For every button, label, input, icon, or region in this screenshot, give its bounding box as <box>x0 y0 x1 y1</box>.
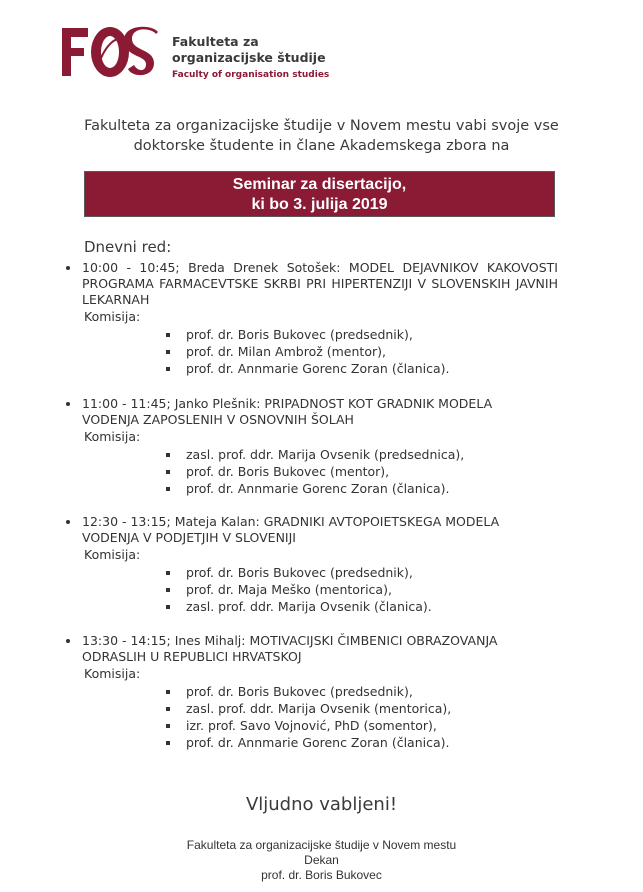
banner-date-prefix: ki bo <box>251 196 294 213</box>
commission-member: prof. dr. Boris Bukovec (predsednik), <box>166 683 558 700</box>
footer-name: prof. dr. Boris Bukovec <box>261 868 382 882</box>
closing-greeting: Vljudno vabljeni! <box>245 794 398 815</box>
invitation-intro <box>40 116 603 156</box>
commission-member: prof. dr. Boris Bukovec (mentor), <box>166 463 558 480</box>
signature-block <box>0 838 643 883</box>
banner-date-line <box>85 195 554 215</box>
commission-member: izr. prof. Savo Vojnović, PhD (somentor), <box>166 717 558 734</box>
commission-label: Komisija: <box>84 666 141 681</box>
agenda-item <box>66 396 558 497</box>
commission-members <box>166 683 558 751</box>
commission-member: zasl. prof. ddr. Marija Ovsenik (mentorica), <box>166 700 558 717</box>
seminar-banner <box>84 171 555 217</box>
banner-date: 3. julija 2019 <box>293 196 388 213</box>
agenda-item-text: 12:30 - 13:15; Mateja Kalan: GRADNIKI AVTOPOIETSKEGA MODELA VODENJA V PODJETJIH V SLOVENIJI <box>66 514 558 546</box>
agenda-item <box>66 260 558 377</box>
agenda-item <box>66 514 558 615</box>
commission-member: zasl. prof. ddr. Marija Ovsenik (predsednica), <box>166 446 558 463</box>
logo-line-1: Fakulteta za <box>172 34 259 49</box>
agenda-item <box>66 633 558 751</box>
commission-label: Komisija: <box>84 429 141 444</box>
footer-institution: Fakulteta za organizacijske študije v Novem mestu <box>186 838 457 852</box>
commission-label: Komisija: <box>84 309 141 324</box>
agenda-item-text: 10:00 - 10:45; Breda Drenek Sotošek: MODEL DEJAVNIKOV KAKOVOSTI PROGRAMA FARMACEVTSKE SKRBI PRI HIPERTENZIJI V SLOVENSKIH JAVNIH LEKARNAH <box>66 260 558 308</box>
intro-line-1: Fakulteta za organizacijske študije v Novem mestu vabi svoje vse <box>84 118 559 134</box>
commission-member: prof. dr. Maja Meško (mentorica), <box>166 581 558 598</box>
commission-member: prof. dr. Boris Bukovec (predsednik), <box>166 326 558 343</box>
commission-member: prof. dr. Annmarie Gorenc Zoran (članica). <box>166 734 558 751</box>
commission-member: prof. dr. Annmarie Gorenc Zoran (članica). <box>166 480 558 497</box>
commission-members <box>166 326 558 377</box>
intro-line-2: doktorske študente in člane Akademskega zbora na <box>133 138 510 154</box>
commission-member: prof. dr. Annmarie Gorenc Zoran (članica). <box>166 360 558 377</box>
agenda-item-text: 13:30 - 14:15; Ines Mihalj: MOTIVACIJSKI ČIMBENICI OBRAZOVANJA ODRASLIH U REPUBLICI HRVATSKOJ <box>66 633 558 665</box>
agenda-item-text: 11:00 - 11:45; Janko Plešnik: PRIPADNOST KOT GRADNIK MODELA VODENJA ZAPOSLENIH V OSNOVNIH ŠOLAH <box>66 396 558 428</box>
logo-line-3: Faculty of organisation studies <box>172 70 330 80</box>
commission-members <box>166 564 558 615</box>
fos-logo-icon <box>60 22 160 82</box>
commission-member: zasl. prof. ddr. Marija Ovsenik (članica). <box>166 598 558 615</box>
banner-title: Seminar za disertacijo, <box>232 176 407 193</box>
footer-role: Dekan <box>304 853 339 867</box>
agenda-title: Dnevni red: <box>84 238 172 256</box>
commission-member: prof. dr. Boris Bukovec (predsednik), <box>166 564 558 581</box>
commission-member: prof. dr. Milan Ambrož (mentor), <box>166 343 558 360</box>
faculty-logo <box>60 20 330 82</box>
commission-members <box>166 446 558 497</box>
logo-line-2: organizacijske študije <box>172 50 326 65</box>
commission-label: Komisija: <box>84 547 141 562</box>
logo-text <box>172 34 329 83</box>
